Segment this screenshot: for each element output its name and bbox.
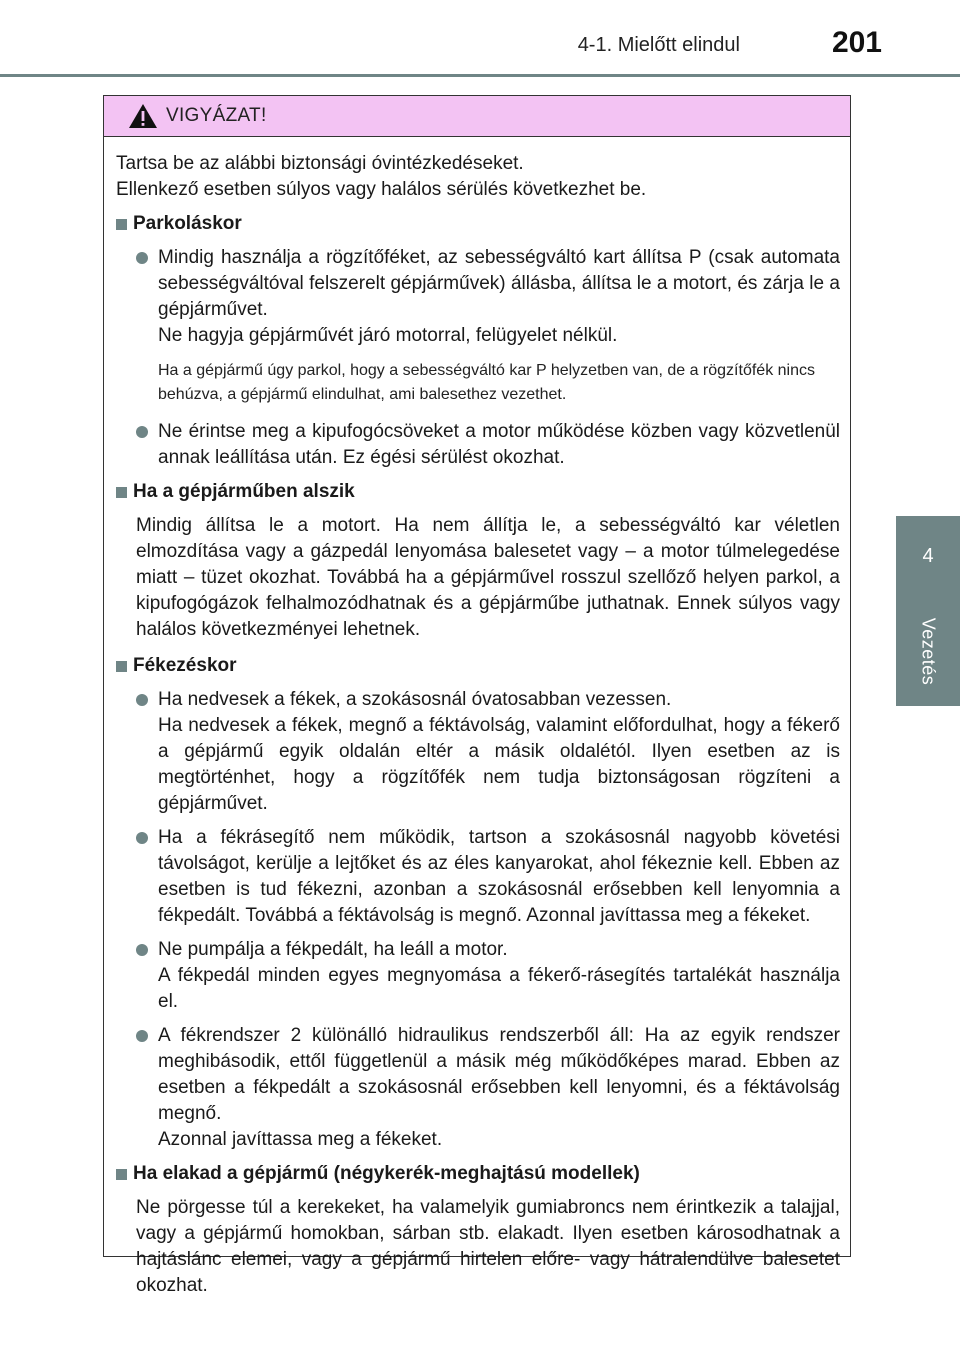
- warning-header: [104, 96, 850, 137]
- bullet-dot-icon: [136, 1030, 148, 1042]
- section-heading: [116, 479, 840, 505]
- bullet-dot-icon: [136, 426, 148, 438]
- square-bullet-icon: [116, 1169, 127, 1180]
- section-title: 4-1. Mielőtt elindul: [577, 34, 740, 56]
- section-heading-text: Ha elakad a gépjármű (négykerék-meghajtású modellek): [133, 1163, 640, 1184]
- bullet-text: Ha nedvesek a fékek, a szokásosnál óvatosabban vezessen.: [158, 689, 672, 710]
- bullet-text: A fékrendszer 2 különálló hidraulikus rendszerből áll: Ha az egyik rendszer meghibásodik, ettől függetlenül a másik még működőképes marad. Ebben az esetben a fékpedált a szokásosnál erősebben kell lenyomni, és a féktávolság megnő.: [158, 1025, 840, 1124]
- list-item: [116, 1023, 840, 1153]
- warning-title: VIGYÁZAT!: [166, 105, 267, 126]
- square-bullet-icon: [116, 661, 127, 672]
- warning-body: [104, 137, 850, 1299]
- bullet-extra: Ne hagyja gépjárművét járó motorral, felügyelet nélkül.: [158, 325, 618, 346]
- bullet-extra: Azonnal javíttassa meg a fékeket.: [158, 1129, 443, 1150]
- bullet-extra: Ha nedvesek a fékek, megnő a féktávolság, valamint előfordulhat, hogy a fékerő a gépjármű egyik oldalán eltér a másik oldalétól. Ilyen esetben az is megtörténhet, hogy a rögzítőfék nem tudja biztonságosan rögzíteni a gépjárművet.: [158, 715, 840, 814]
- section-heading: [116, 653, 840, 679]
- section-paragraph: Mindig állítsa le a motort. Ha nem állítja le, a sebességváltó kar véletlen elmozdítása vagy a gázpedál lenyomása balesetet vagy – a motor túlmelegedése miatt – tüzet okozhat. Továbbá ha a gépjárművel rosszul szellőző helyen parkol, a kipufogógázok felhalmozódhatnak és a gépjárműbe juthatnak. Ennek súlyos vagy halálos következményei lehetnek.: [136, 515, 840, 640]
- list-item: [116, 687, 840, 817]
- bullet-text: Ne pumpálja a fékpedált, ha leáll a motor.: [158, 939, 508, 960]
- page-number: 201: [831, 26, 882, 59]
- section-heading-text: Ha a gépjárműben alszik: [133, 481, 355, 502]
- section-heading: [116, 1161, 840, 1187]
- bullet-dot-icon: [136, 832, 148, 844]
- bullet-dot-icon: [136, 252, 148, 264]
- list-item: [116, 825, 840, 929]
- section-heading: [116, 211, 840, 237]
- bullet-note: Ha a gépjármű úgy parkol, hogy a sebességváltó kar P helyzetben van, de a rögzítőfék nincs behúzva, a gépjármű elindulhat, ami balesethez vezethet.: [158, 362, 815, 403]
- warning-intro: [116, 151, 840, 203]
- list-item: [116, 419, 840, 471]
- warning-triangle-icon: [128, 103, 158, 129]
- section-heading-text: Fékezéskor: [133, 655, 237, 676]
- square-bullet-icon: [116, 219, 127, 230]
- chapter-label-wrap: [896, 596, 960, 706]
- warning-box: [103, 95, 851, 1296]
- bullet-text: Ne érintse meg a kipufogócsöveket a motor működése közben vagy közvetlenül annak leállítása után. Ez égési sérülést okozhat.: [158, 421, 840, 468]
- chapter-tab: [896, 516, 960, 596]
- chapter-number: 4: [922, 544, 934, 567]
- list-item: [116, 937, 840, 1015]
- chapter-label: Vezetés: [918, 617, 939, 685]
- intro-line: Ellenkező esetben súlyos vagy halálos sérülés következhet be.: [116, 179, 647, 200]
- list-item: [116, 245, 840, 349]
- section-paragraph: Ne pörgesse túl a kerekeket, ha valamelyik gumiabroncs nem érintkezik a talajjal, vagy a gépjármű homokban, sárban stb. elakadt. Ilyen esetben károsodhatnak a hajtáslánc elemei, vagy a gépjármű hirtelen előre- vagy hátralendülve balesetet okozhat.: [136, 1197, 840, 1296]
- header-divider: [0, 74, 960, 77]
- bullet-text: Ha a fékrásegítő nem működik, tartson a szokásosnál nagyobb követési távolságot, kerülje a lejtőket és az éles kanyarokat, ahol fékeznie kell. Ebben az esetben is tud fékezni, azonban a szokásosnál erősebben kell lenyomnia a fékpedált. Továbbá a féktávolság is megnő. Azonnal javíttassa meg a fékeket.: [158, 827, 840, 926]
- bullet-text: Mindig használja a rögzítőféket, az sebességváltó kart állítsa P (csak automata sebességváltóval felszerelt gépjárművek) állásba, állítsa le a motort, és zárja le a gépjárművet.: [158, 247, 840, 320]
- bullet-extra: A fékpedál minden egyes megnyomása a fékerő-rásegítés tartalékát használja el.: [158, 965, 840, 1012]
- bullet-dot-icon: [136, 694, 148, 706]
- bullet-dot-icon: [136, 944, 148, 956]
- intro-line: Tartsa be az alábbi biztonsági óvintézkedéseket.: [116, 153, 524, 174]
- square-bullet-icon: [116, 487, 127, 498]
- section-heading-text: Parkoláskor: [133, 213, 242, 234]
